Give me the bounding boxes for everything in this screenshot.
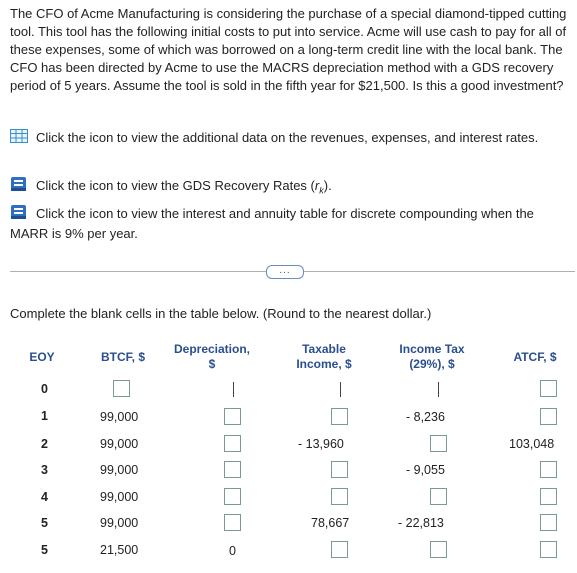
income-tax-cell: - 9,055 — [406, 463, 445, 477]
dash-cell — [340, 382, 341, 397]
taxable-income-input-eoy5b[interactable] — [331, 541, 348, 558]
atcf-input-eoy3[interactable] — [540, 461, 557, 478]
depreciation-input-eoy2[interactable] — [224, 435, 241, 452]
gds-rates-link-text: Click the icon to view the GDS Recovery Rates $(r_k)$. — [36, 177, 332, 196]
btcf-cell: 99,000 — [100, 463, 139, 477]
dash-cell — [233, 382, 234, 397]
book-icon[interactable] — [10, 176, 28, 197]
depreciation-input-eoy1[interactable] — [224, 408, 241, 425]
atcf-input-eoy5b[interactable] — [540, 541, 557, 558]
depreciation-cell: 0 — [229, 544, 236, 558]
eoy-cell: 3 — [41, 463, 48, 477]
atcf-cell: 103,048 — [509, 437, 555, 451]
btcf-cell: 99,000 — [100, 437, 139, 451]
taxable-income-cell: 78,667 — [311, 516, 350, 530]
revenues-data-link-text: Click the icon to view the additional data on the revenues, expenses, and interest rates. — [36, 130, 539, 145]
revenues-data-link-row — [10, 129, 570, 148]
gds-rates-link-row — [10, 176, 570, 200]
eoy-cell: 0 — [41, 382, 48, 396]
header-depreciation — [162, 342, 262, 372]
taxable-income-cell: - 13,960 — [298, 437, 344, 451]
header-depreciation-line2: $ — [208, 357, 216, 371]
header-taxable-income — [282, 342, 366, 372]
btcf-cell: 99,000 — [100, 410, 139, 424]
eoy-cell: 5 — [41, 543, 48, 557]
dash-cell — [438, 382, 439, 397]
btcf-input-eoy0[interactable] — [113, 380, 130, 397]
atcf-input-eoy4[interactable] — [540, 488, 557, 505]
eoy-cell: 1 — [41, 409, 48, 423]
atcf-input-eoy1[interactable] — [540, 408, 557, 425]
income-tax-input-eoy2[interactable] — [430, 435, 447, 452]
income-tax-cell: - 8,236 — [406, 410, 445, 424]
atcf-input-eoy0[interactable] — [540, 380, 557, 397]
taxable-income-input-eoy1[interactable] — [331, 408, 348, 425]
header-btcf: BTCF, $ — [100, 350, 145, 364]
depreciation-input-eoy4[interactable] — [224, 488, 241, 505]
header-taxable-line1: Taxable — [302, 342, 346, 356]
eoy-cell: 5 — [41, 516, 48, 530]
taxable-income-input-eoy3[interactable] — [331, 461, 348, 478]
eoy-cell: 4 — [41, 490, 48, 504]
interest-table-link-text: Click the icon to view the interest and annuity table for discrete compounding when the MARR is 9% per year. — [10, 205, 534, 241]
book-icon[interactable] — [10, 204, 28, 225]
depreciation-input-eoy5[interactable] — [224, 514, 241, 531]
grid-table-icon[interactable] — [10, 129, 28, 148]
btcf-cell: 99,000 — [100, 516, 139, 530]
depreciation-input-eoy3[interactable] — [224, 461, 241, 478]
problem-statement: The CFO of Acme Manufacturing is considering the purchase of a special diamond-tipped cutting tool. This tool has the following initial costs to put into service. Acme will use cash to pay for all of these expenses, some of which was borrowed on a long-term credit line with the local bank. The CFO has been directed by Acme to use the MACRS depreciation method with a GDS recovery period of 5 years. Assume the tool is sold in the fifth year for $21,500. Is this a good investment? — [10, 6, 567, 93]
btcf-cell: 99,000 — [100, 490, 139, 504]
interest-table-link-row — [10, 204, 570, 243]
header-depreciation-line1: Depreciation, — [173, 342, 251, 356]
atcf-input-eoy5[interactable] — [540, 514, 557, 531]
taxable-income-input-eoy4[interactable] — [331, 488, 348, 505]
btcf-cell: 21,500 — [100, 543, 139, 557]
expand-button[interactable]: ... — [266, 265, 304, 279]
header-eoy: EOY — [29, 350, 55, 364]
income-tax-input-eoy5b[interactable] — [430, 541, 447, 558]
header-income-tax — [384, 342, 480, 372]
header-atcf: ATCF, $ — [513, 350, 557, 364]
header-taxable-line2: Income, $ — [296, 357, 352, 371]
header-income-tax-line1: Income Tax — [399, 342, 465, 356]
income-tax-cell: - 22,813 — [398, 516, 444, 530]
header-income-tax-line2: (29%), $ — [409, 357, 455, 371]
instruction-text: Complete the blank cells in the table below. (Round to the nearest dollar.) — [10, 306, 432, 321]
income-tax-input-eoy4[interactable] — [430, 488, 447, 505]
eoy-cell: 2 — [41, 437, 48, 451]
